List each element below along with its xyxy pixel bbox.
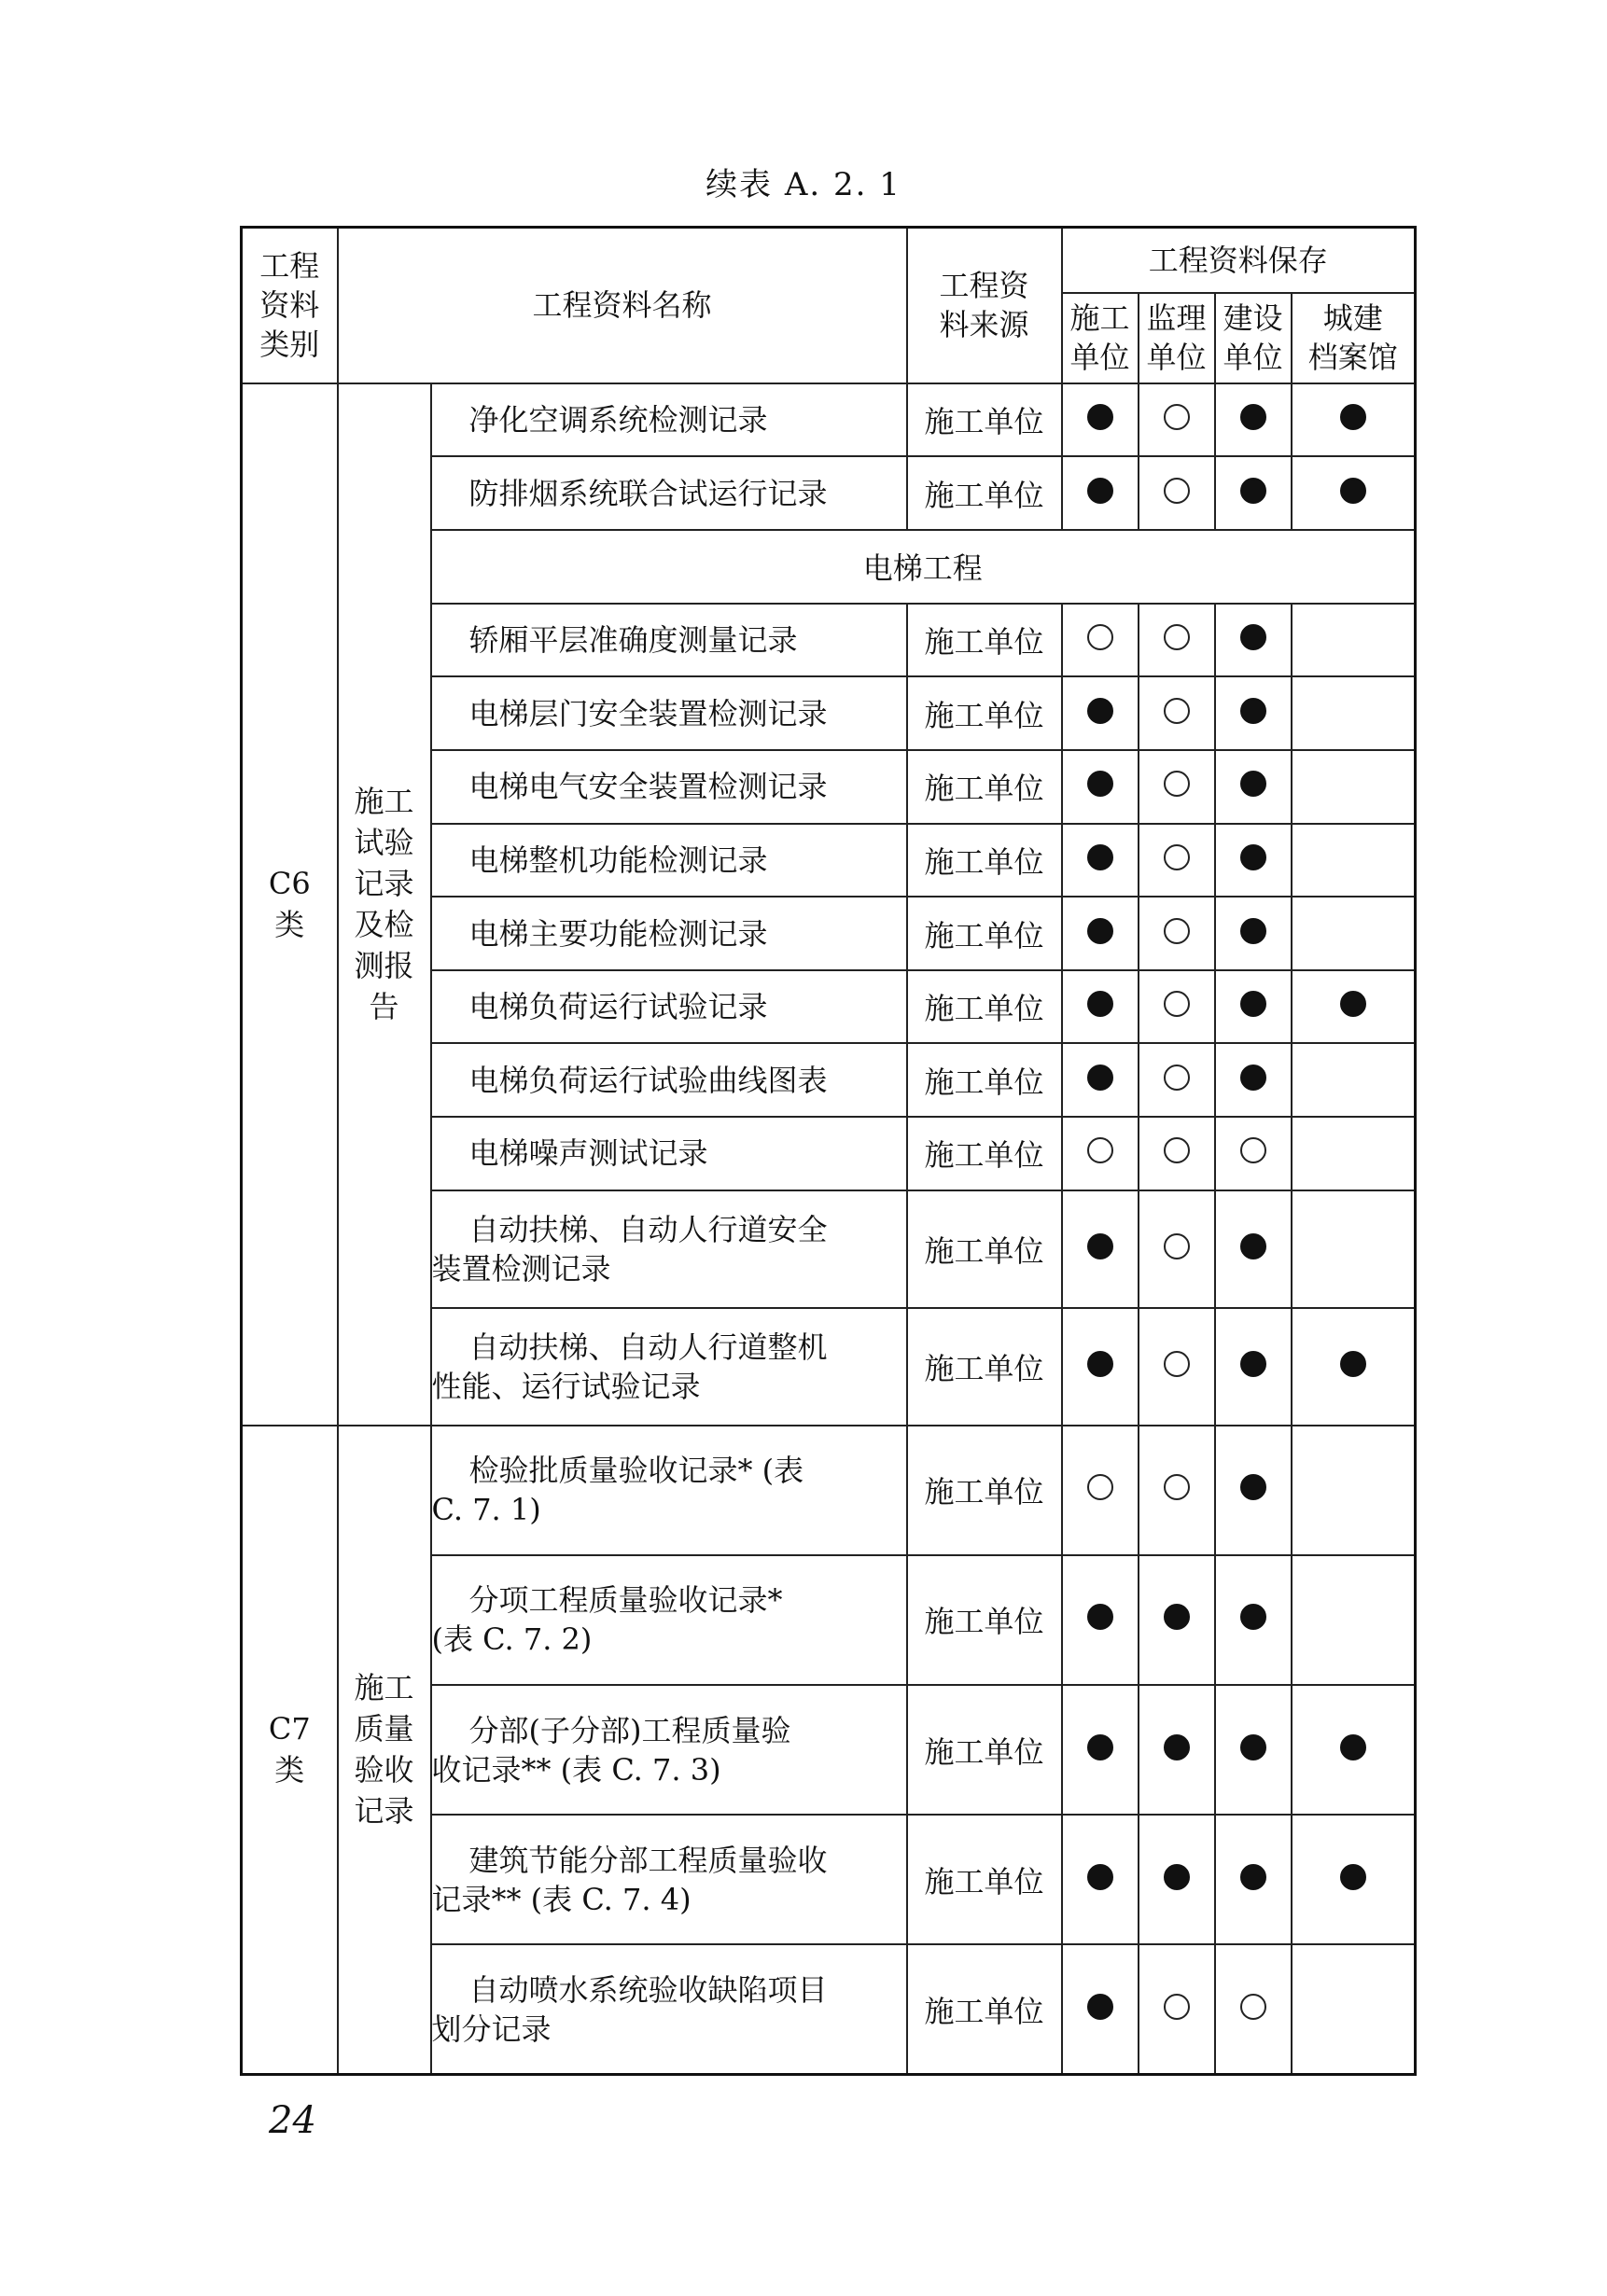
open-circle-icon — [1164, 991, 1190, 1017]
category-cell: C7 类 — [242, 1426, 338, 2075]
record-name: 电梯主要功能检测记录 — [431, 897, 907, 970]
filled-circle-icon — [1087, 1233, 1113, 1259]
storage-mark-cell — [1139, 970, 1215, 1044]
record-source: 施工单位 — [907, 1815, 1062, 1944]
storage-mark-cell — [1292, 383, 1416, 457]
storage-mark-cell — [1062, 1117, 1139, 1190]
storage-mark-cell — [1292, 1190, 1416, 1308]
storage-mark-cell — [1292, 750, 1416, 824]
header-unit: 城建 档案馆 — [1292, 293, 1416, 383]
open-circle-icon — [1164, 1065, 1190, 1091]
storage-mark-cell — [1292, 604, 1416, 677]
record-name: 分部(子分部)工程质量验 收记录** (表 C. 7. 3) — [431, 1685, 907, 1815]
filled-circle-icon — [1240, 1604, 1266, 1630]
storage-mark-cell — [1062, 1426, 1139, 1555]
storage-mark-cell — [1139, 1308, 1215, 1426]
storage-mark-cell — [1215, 1815, 1292, 1944]
record-source: 施工单位 — [907, 897, 1062, 970]
storage-mark-cell — [1292, 897, 1416, 970]
filled-circle-icon — [1340, 1351, 1366, 1377]
record-name: 检验批质量验收记录* (表 C. 7. 1) — [431, 1426, 907, 1555]
filled-circle-icon — [1240, 698, 1266, 724]
storage-mark-cell — [1139, 1190, 1215, 1308]
storage-mark-cell — [1139, 1555, 1215, 1685]
storage-mark-cell — [1292, 676, 1416, 750]
storage-mark-cell — [1215, 750, 1292, 824]
filled-circle-icon — [1164, 1604, 1190, 1630]
storage-mark-cell — [1292, 824, 1416, 898]
storage-mark-cell — [1062, 1308, 1139, 1426]
storage-mark-cell — [1062, 1815, 1139, 1944]
records-table — [240, 226, 1417, 2076]
storage-mark-cell — [1139, 383, 1215, 457]
record-source: 施工单位 — [907, 824, 1062, 898]
storage-mark-cell — [1215, 1426, 1292, 1555]
open-circle-icon — [1164, 1137, 1190, 1163]
open-circle-icon — [1164, 698, 1190, 724]
storage-mark-cell — [1215, 383, 1292, 457]
header-unit: 监理 单位 — [1139, 293, 1215, 383]
record-name: 分项工程质量验收记录* (表 C. 7. 2) — [431, 1555, 907, 1685]
storage-mark-cell — [1062, 897, 1139, 970]
storage-mark-cell — [1062, 383, 1139, 457]
storage-mark-cell — [1062, 1685, 1139, 1815]
open-circle-icon — [1087, 624, 1113, 650]
filled-circle-icon — [1087, 1994, 1113, 2020]
filled-circle-icon — [1340, 1734, 1366, 1760]
storage-mark-cell — [1292, 1308, 1416, 1426]
storage-mark-cell — [1062, 676, 1139, 750]
record-source: 施工单位 — [907, 383, 1062, 457]
filled-circle-icon — [1087, 844, 1113, 870]
record-source: 施工单位 — [907, 750, 1062, 824]
record-source: 施工单位 — [907, 604, 1062, 677]
filled-circle-icon — [1240, 404, 1266, 430]
storage-mark-cell — [1139, 456, 1215, 530]
storage-mark-cell — [1139, 1815, 1215, 1944]
record-source: 施工单位 — [907, 1117, 1062, 1190]
open-circle-icon — [1087, 1137, 1113, 1163]
storage-mark-cell — [1139, 897, 1215, 970]
storage-mark-cell — [1062, 1944, 1139, 2074]
filled-circle-icon — [1087, 771, 1113, 797]
storage-mark-cell — [1215, 456, 1292, 530]
filled-circle-icon — [1340, 991, 1366, 1017]
record-name: 自动喷水系统验收缺陷项目 划分记录 — [431, 1944, 907, 2074]
open-circle-icon — [1164, 1233, 1190, 1259]
storage-mark-cell — [1292, 1426, 1416, 1555]
filled-circle-icon — [1087, 1604, 1113, 1630]
storage-mark-cell — [1292, 1685, 1416, 1815]
filled-circle-icon — [1240, 1474, 1266, 1500]
filled-circle-icon — [1164, 1734, 1190, 1760]
filled-circle-icon — [1087, 698, 1113, 724]
record-name: 自动扶梯、自动人行道整机 性能、运行试验记录 — [431, 1308, 907, 1426]
storage-mark-cell — [1139, 604, 1215, 677]
open-circle-icon — [1164, 918, 1190, 944]
storage-mark-cell — [1062, 1190, 1139, 1308]
filled-circle-icon — [1240, 1734, 1266, 1760]
open-circle-icon — [1164, 771, 1190, 797]
filled-circle-icon — [1087, 1864, 1113, 1890]
storage-mark-cell — [1215, 897, 1292, 970]
record-name: 防排烟系统联合试运行记录 — [431, 456, 907, 530]
filled-circle-icon — [1087, 991, 1113, 1017]
storage-mark-cell — [1292, 1043, 1416, 1117]
storage-mark-cell — [1215, 1555, 1292, 1685]
storage-mark-cell — [1139, 1426, 1215, 1555]
filled-circle-icon — [1340, 404, 1366, 430]
storage-mark-cell — [1215, 604, 1292, 677]
storage-mark-cell — [1139, 750, 1215, 824]
open-circle-icon — [1164, 1474, 1190, 1500]
table-row — [242, 383, 1416, 457]
filled-circle-icon — [1340, 1864, 1366, 1890]
record-source: 施工单位 — [907, 1685, 1062, 1815]
record-name: 电梯电气安全装置检测记录 — [431, 750, 907, 824]
filled-circle-icon — [1087, 1351, 1113, 1377]
page-number: 24 — [269, 2099, 316, 2142]
storage-mark-cell — [1292, 1815, 1416, 1944]
storage-mark-cell — [1215, 1190, 1292, 1308]
filled-circle-icon — [1087, 918, 1113, 944]
storage-mark-cell — [1215, 970, 1292, 1044]
record-source: 施工单位 — [907, 1944, 1062, 2074]
record-name: 电梯噪声测试记录 — [431, 1117, 907, 1190]
storage-mark-cell — [1292, 456, 1416, 530]
storage-mark-cell — [1062, 750, 1139, 824]
open-circle-icon — [1087, 1474, 1113, 1500]
record-source: 施工单位 — [907, 676, 1062, 750]
storage-mark-cell — [1215, 824, 1292, 898]
filled-circle-icon — [1087, 1734, 1113, 1760]
open-circle-icon — [1240, 1137, 1266, 1163]
record-name: 建筑节能分部工程质量验收 记录** (表 C. 7. 4) — [431, 1815, 907, 1944]
storage-mark-cell — [1292, 1944, 1416, 2074]
header-source: 工程资 料来源 — [907, 228, 1062, 383]
storage-mark-cell — [1215, 676, 1292, 750]
filled-circle-icon — [1240, 1351, 1266, 1377]
record-name: 电梯整机功能检测记录 — [431, 824, 907, 898]
filled-circle-icon — [1240, 624, 1266, 650]
header-name: 工程资料名称 — [338, 228, 907, 383]
record-source: 施工单位 — [907, 970, 1062, 1044]
storage-mark-cell — [1139, 676, 1215, 750]
header-category: 工程 资料 类别 — [242, 228, 338, 383]
filled-circle-icon — [1087, 1065, 1113, 1091]
record-source: 施工单位 — [907, 1043, 1062, 1117]
storage-mark-cell — [1139, 1117, 1215, 1190]
open-circle-icon — [1164, 1994, 1190, 2020]
open-circle-icon — [1164, 404, 1190, 430]
storage-mark-cell — [1215, 1944, 1292, 2074]
open-circle-icon — [1240, 1994, 1266, 2020]
category-cell: C6 类 — [242, 383, 338, 1426]
group-label-cell: 施工 试验 记录 及检 测报 告 — [338, 383, 431, 1426]
storage-mark-cell — [1062, 1043, 1139, 1117]
section-title: 电梯工程 — [431, 530, 1416, 604]
record-source: 施工单位 — [907, 1555, 1062, 1685]
table-row — [242, 1426, 1416, 1555]
storage-mark-cell — [1139, 1944, 1215, 2074]
storage-mark-cell — [1215, 1685, 1292, 1815]
record-name: 净化空调系统检测记录 — [431, 383, 907, 457]
storage-mark-cell — [1292, 1117, 1416, 1190]
record-source: 施工单位 — [907, 1308, 1062, 1426]
storage-mark-cell — [1139, 1043, 1215, 1117]
storage-mark-cell — [1062, 824, 1139, 898]
filled-circle-icon — [1087, 478, 1113, 504]
open-circle-icon — [1164, 844, 1190, 870]
filled-circle-icon — [1240, 1864, 1266, 1890]
open-circle-icon — [1164, 624, 1190, 650]
record-name: 电梯负荷运行试验记录 — [431, 970, 907, 1044]
storage-mark-cell — [1062, 604, 1139, 677]
header-unit: 施工 单位 — [1062, 293, 1139, 383]
storage-mark-cell — [1215, 1117, 1292, 1190]
storage-mark-cell — [1139, 824, 1215, 898]
storage-mark-cell — [1062, 970, 1139, 1044]
record-source: 施工单位 — [907, 1426, 1062, 1555]
record-source: 施工单位 — [907, 456, 1062, 530]
filled-circle-icon — [1240, 918, 1266, 944]
open-circle-icon — [1164, 478, 1190, 504]
storage-mark-cell — [1292, 1555, 1416, 1685]
filled-circle-icon — [1087, 404, 1113, 430]
filled-circle-icon — [1240, 771, 1266, 797]
group-label-cell: 施工 质量 验收 记录 — [338, 1426, 431, 2075]
record-name: 电梯层门安全装置检测记录 — [431, 676, 907, 750]
filled-circle-icon — [1240, 478, 1266, 504]
table-caption: 续表 A. 2. 1 — [706, 166, 901, 203]
storage-mark-cell — [1139, 1685, 1215, 1815]
storage-mark-cell — [1215, 1308, 1292, 1426]
filled-circle-icon — [1164, 1864, 1190, 1890]
record-name: 自动扶梯、自动人行道安全 装置检测记录 — [431, 1190, 907, 1308]
storage-mark-cell — [1215, 1043, 1292, 1117]
filled-circle-icon — [1340, 478, 1366, 504]
storage-mark-cell — [1062, 456, 1139, 530]
header-unit: 建设 单位 — [1215, 293, 1292, 383]
filled-circle-icon — [1240, 1065, 1266, 1091]
filled-circle-icon — [1240, 844, 1266, 870]
open-circle-icon — [1164, 1351, 1190, 1377]
filled-circle-icon — [1240, 991, 1266, 1017]
filled-circle-icon — [1240, 1233, 1266, 1259]
storage-mark-cell — [1062, 1555, 1139, 1685]
storage-mark-cell — [1292, 970, 1416, 1044]
record-source: 施工单位 — [907, 1190, 1062, 1308]
record-name: 轿厢平层准确度测量记录 — [431, 604, 907, 677]
record-name: 电梯负荷运行试验曲线图表 — [431, 1043, 907, 1117]
header-storage: 工程资料保存 — [1062, 228, 1416, 294]
